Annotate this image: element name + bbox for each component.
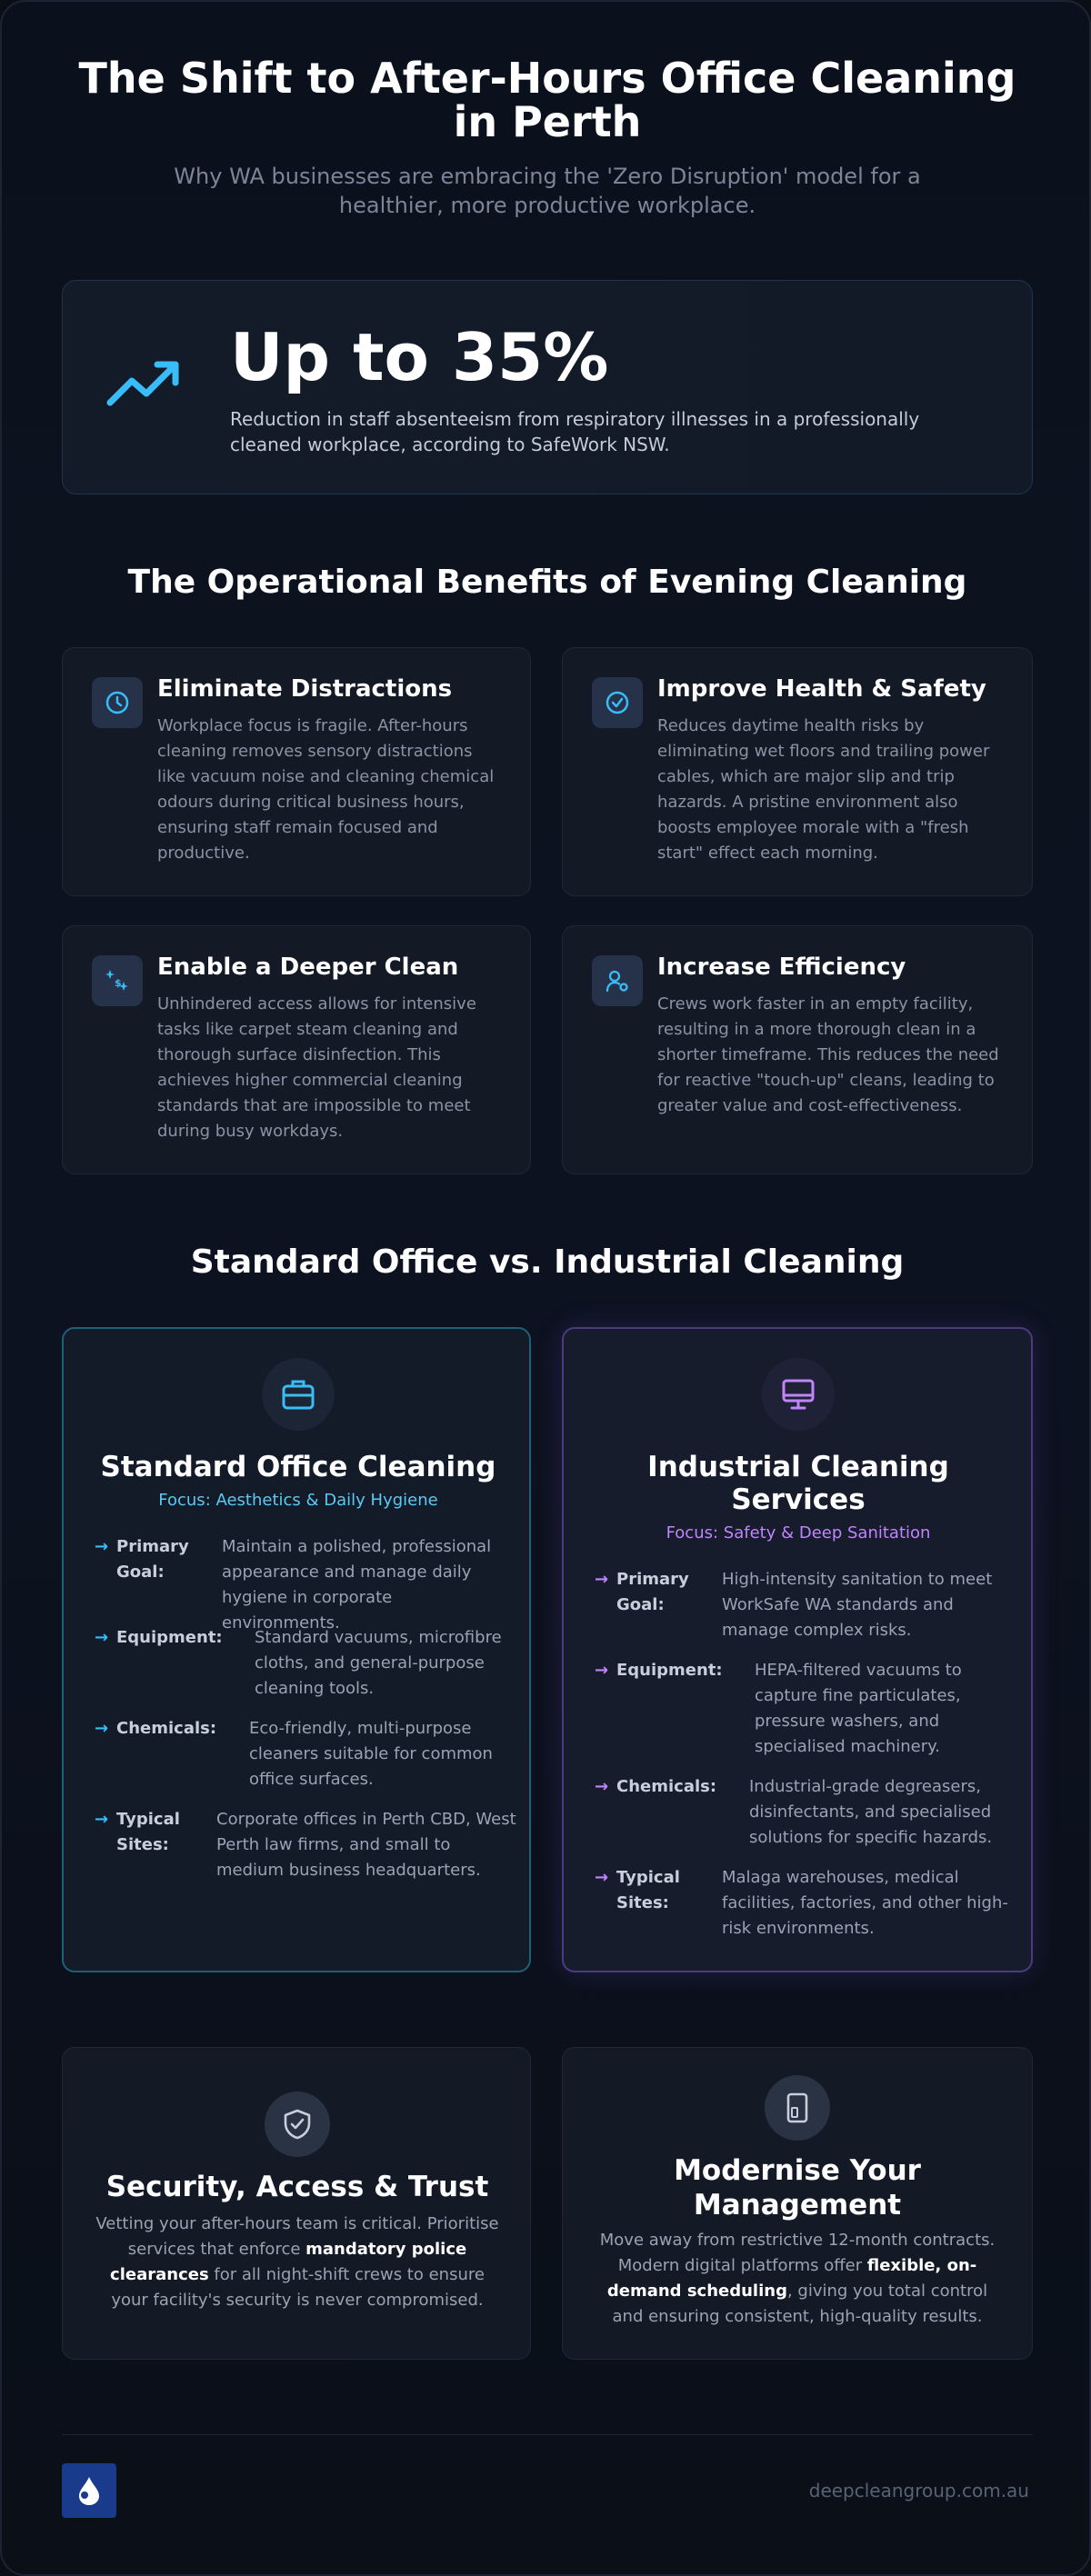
tablet-icon: [765, 2075, 830, 2141]
row-value: Standard vacuums, microfibre cloths, and general-purpose cleaning tools.: [255, 1628, 502, 1698]
standard-office-focus: Focus: Aesthetics & Daily Hygiene: [158, 1491, 438, 1510]
industrial-focus: Focus: Safety & Deep Sanitation: [666, 1523, 931, 1543]
row-value: Industrial-grade degreasers, disinfectants, and specialised solutions for specific hazards.: [749, 1777, 993, 1847]
shield-check-icon: [265, 2092, 330, 2157]
benefit-text: Reduces daytime health risks by eliminating wet floors and trailing power cables, which are major slip and trip hazards. A pristine environment also boosts employee morale with a "fresh start" effect each morning.: [657, 716, 990, 863]
row-value: High-intensity sanitation to meet WorkSafe WA standards and manage complex risks.: [722, 1570, 993, 1640]
benefit-card: [562, 925, 1033, 1174]
arrow-right-icon: →: [95, 1810, 109, 1829]
security-text: Vetting your after-hours team is critical. Prioritise services that enforce mandatory police clearances for all night-shift crews to ensure your facility's security is never compromised.: [95, 2214, 499, 2310]
arrow-right-icon: →: [595, 1570, 609, 1589]
arrow-right-icon: →: [95, 1628, 109, 1647]
row-label: Chemicals:: [116, 1719, 217, 1738]
benefit-text: Workplace focus is fragile. After-hours cleaning removes sensory distractions like vacuum noise and cleaning chemical odours during critical business hours, ensuring staff remain focused and productive.: [157, 716, 495, 863]
footer-url[interactable]: deepcleangroup.com.au: [808, 2480, 1029, 2501]
benefit-card: [62, 647, 531, 896]
benefit-text: Unhindered access allows for intensive tasks like carpet steam cleaning and thorough surface disinfection. This achieves higher commercial cleaning standards that are impossible to meet during busy workdays.: [157, 994, 476, 1141]
management-title: Modernise Your Management: [674, 2154, 921, 2222]
check-circle-icon: [592, 677, 643, 728]
benefits-heading: The Operational Benefits of Evening Cleaning: [127, 564, 967, 601]
arrow-right-icon: →: [95, 1719, 109, 1738]
comparison-row: [95, 1807, 516, 1883]
standard-office-title: Standard Office Cleaning: [100, 1451, 496, 1483]
row-value: Malaga warehouses, medical facilities, factories, and other high-risk environments.: [722, 1868, 1008, 1938]
hero-stat-description: Reduction in staff absenteeism from respiratory illnesses in a professionally cleaned workplace, according to SafeWork NSW.: [230, 408, 920, 455]
benefit-card: [62, 925, 531, 1174]
industrial-title: Industrial Cleaning Services: [647, 1451, 949, 1516]
svg-text:$: $: [115, 977, 122, 989]
row-label: Chemicals:: [616, 1777, 717, 1796]
footer-divider: [62, 2434, 1033, 2435]
arrow-right-icon: →: [595, 1868, 609, 1887]
benefit-title: Enable a Deeper Clean: [157, 954, 459, 981]
row-value: HEPA-filtered vacuums to capture fine particulates, pressure washers, and specialised machinery.: [755, 1661, 962, 1756]
page-subtitle: Why WA businesses are embracing the 'Zero Disruption' model for a healthier, more productive workplace.: [174, 164, 921, 218]
row-label: Typical Sites:: [616, 1868, 680, 1912]
arrow-right-icon: →: [595, 1777, 609, 1796]
management-card: [562, 2047, 1033, 2360]
arrow-right-icon: →: [95, 1537, 109, 1556]
standard-office-card: [62, 1327, 531, 1972]
security-card: [62, 2047, 531, 2360]
row-value: Corporate offices in Perth CBD, West Perth law firms, and small to medium business headquarters.: [216, 1810, 516, 1880]
water-drop-logo-icon: [62, 2463, 116, 2518]
comparison-row: [595, 1658, 1004, 1760]
comparison-heading: Standard Office vs. Industrial Cleaning: [190, 1243, 905, 1281]
page-title: The Shift to After-Hours Office Cleaning in Perth: [78, 54, 1016, 146]
comparison-row: [95, 1625, 504, 1702]
row-label: Primary Goal:: [116, 1537, 189, 1582]
row-value: Maintain a polished, professional appearance and manage daily hygiene in corporate environments.: [222, 1537, 492, 1632]
comparison-row: [595, 1567, 1004, 1643]
comparison-row: [95, 1534, 504, 1632]
hero-stat-value: Up to 35%: [230, 319, 609, 395]
clock-icon: [92, 677, 143, 728]
user-gear-icon: [592, 955, 643, 1006]
arrow-right-icon: →: [595, 1661, 609, 1680]
benefit-title: Eliminate Distractions: [157, 675, 453, 703]
comparison-row: [595, 1865, 1008, 1942]
benefit-card: [562, 647, 1033, 896]
row-label: Equipment:: [616, 1661, 723, 1680]
briefcase-icon: [262, 1358, 335, 1431]
management-text: Move away from restrictive 12-month contracts. Modern digital platforms offer flexible, on-demand scheduling, giving you total control and ensuring consistent, high-quality results.: [599, 2231, 996, 2326]
row-label: Equipment:: [116, 1628, 223, 1647]
comparison-row: [595, 1774, 1004, 1851]
trending-up-icon: [105, 354, 186, 417]
row-label: Primary Goal:: [616, 1570, 689, 1614]
comparison-row: [95, 1716, 504, 1792]
benefit-title: Increase Efficiency: [657, 954, 906, 981]
security-title: Security, Access & Trust: [105, 2171, 489, 2203]
row-value: Eco-friendly, multi-purpose cleaners suitable for common office surfaces.: [249, 1719, 493, 1789]
hero-stat-card: [62, 280, 1033, 494]
monitor-icon: [762, 1358, 835, 1431]
benefit-title: Improve Health & Safety: [657, 675, 986, 703]
sparkle-icon: [92, 955, 143, 1006]
row-label: Typical Sites:: [116, 1810, 180, 1854]
industrial-cleaning-card: [562, 1327, 1033, 1972]
benefit-text: Crews work faster in an empty facility, resulting in a more thorough clean in a shorter timeframe. This reduces the need for reactive "touch-up" cleans, leading to greater value and cost-effectiveness.: [657, 994, 999, 1115]
